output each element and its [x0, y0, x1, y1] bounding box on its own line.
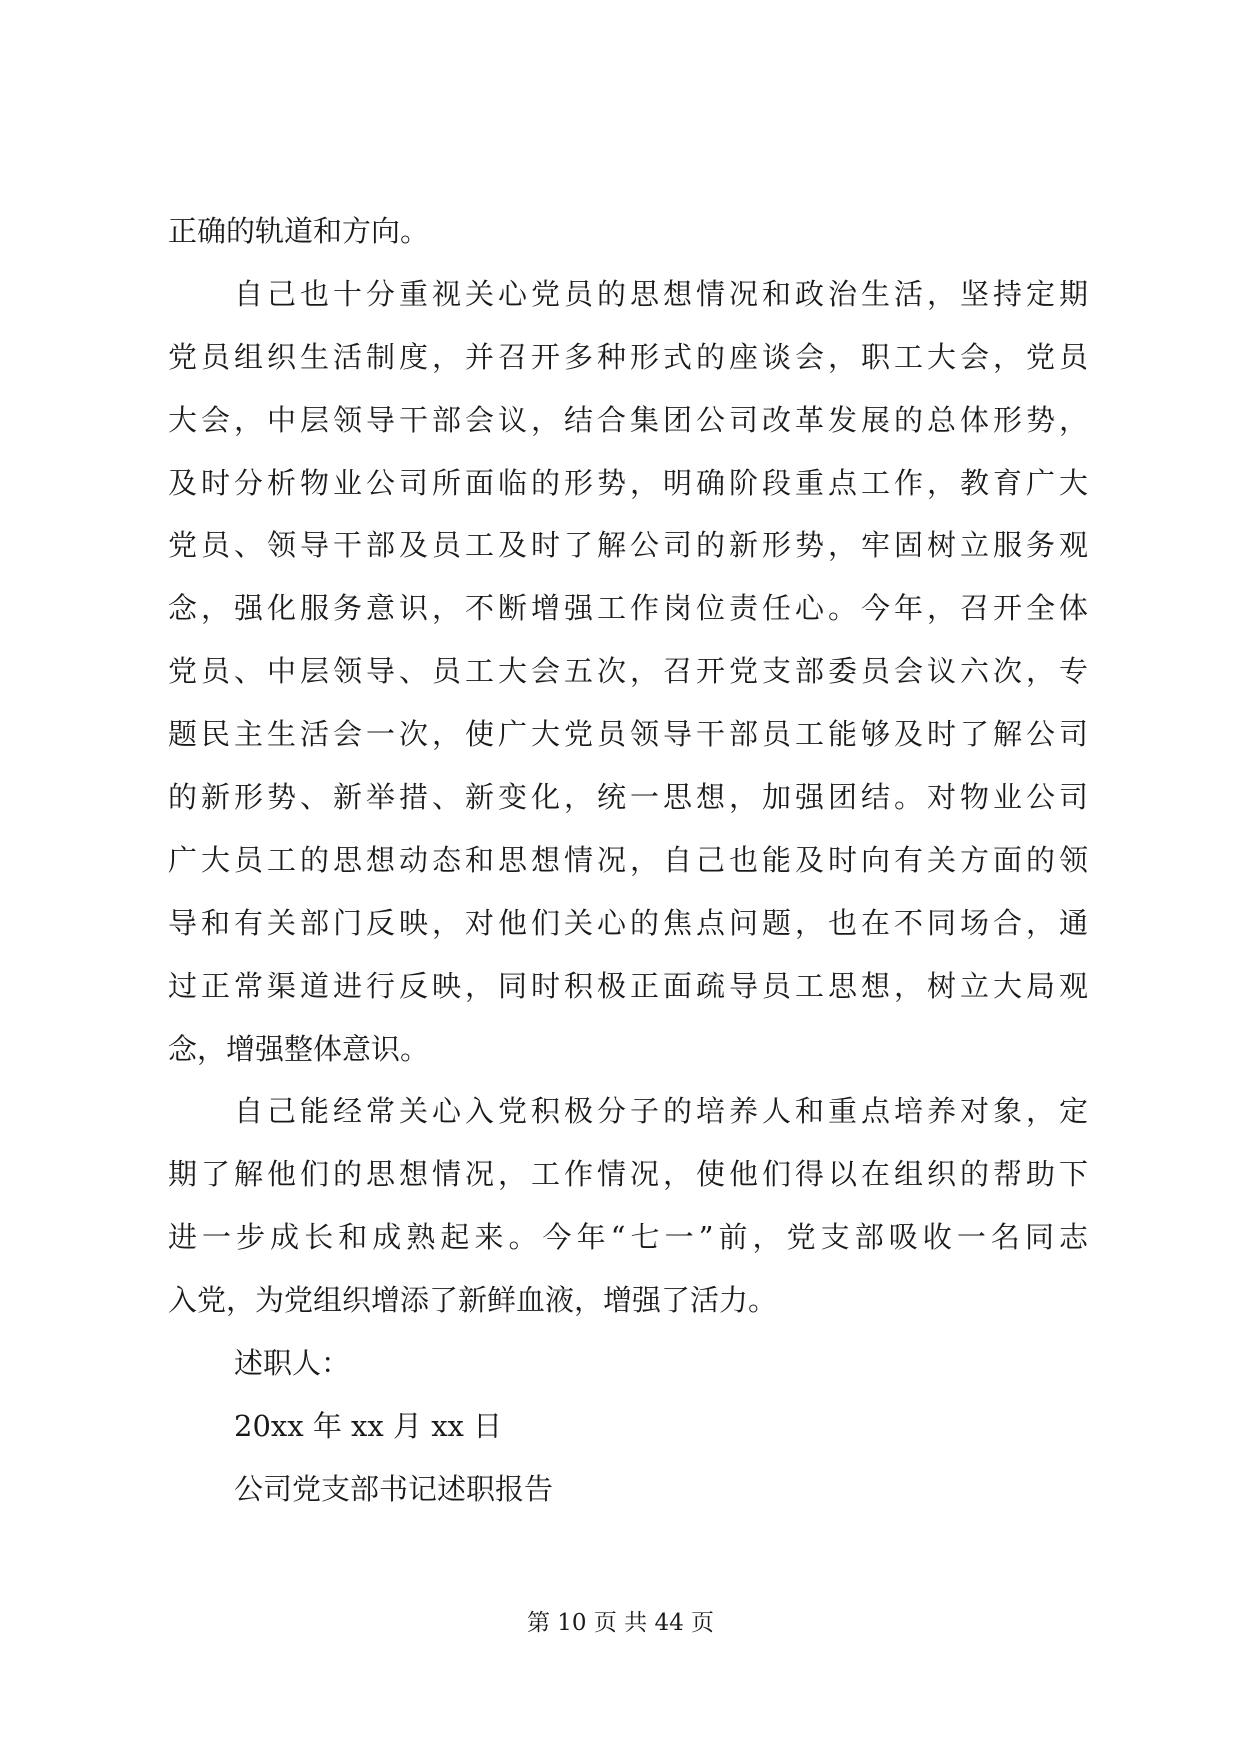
paragraph-start-line: 自己也十分重视关心党员的思想情况和政治生活，坚持定期: [234, 276, 1088, 311]
document-body: [168, 200, 1088, 1521]
text-line: 党员组织生活制度，并召开多种形式的座谈会，职工大会，党员: [168, 339, 1088, 374]
text-line: 导和有关部门反映，对他们关心的焦点问题，也在不同场合，通: [168, 905, 1088, 940]
signer-label: 述职人：: [234, 1346, 351, 1381]
text-line: 进一步成长和成熟起来。今年“七一”前，党支部吸收一名同志: [168, 1220, 1088, 1255]
text-line: 念，强化服务意识，不断增强工作岗位责任心。今年，召开全体: [168, 591, 1088, 626]
text-line: 党员、中层领导、员工大会五次，召开党支部委员会议六次，专: [168, 654, 1088, 689]
text-line: 的新形势、新举措、新变化，统一思想，加强团结。对物业公司: [168, 780, 1088, 815]
text-line: 大会，中层领导干部会议，结合集团公司改革发展的总体形势，: [168, 402, 1088, 437]
text-line: 正确的轨道和方向。: [168, 214, 430, 248]
paragraph-start-line: 自己能经常关心入党积极分子的培养人和重点培养对象，定: [234, 1094, 1088, 1129]
text-line: 念，增强整体意识。: [168, 1031, 430, 1066]
text-line: 题民主生活会一次，使广大党员领导干部员工能够及时了解公司: [168, 717, 1088, 752]
text-line: 广大员工的思想动态和思想情况，自己也能及时向有关方面的领: [168, 842, 1088, 877]
text-line: 入党，为党组织增添了新鲜血液，增强了活力。: [168, 1283, 778, 1318]
page-number-footer: 第 10 页 共 44 页: [526, 1610, 715, 1636]
date-line: 20xx 年 xx 月 xx 日: [234, 1408, 503, 1443]
text-line: 及时分析物业公司所面临的形势，明确阶段重点工作，教育广大: [168, 465, 1088, 500]
report-title-line: 公司党支部书记述职报告: [234, 1471, 554, 1506]
text-line: 党员、领导干部及员工及时了解公司的新形势，牢固树立服务观: [168, 528, 1088, 563]
text-line: 过正常渠道进行反映，同时积极正面疏导员工思想，树立大局观: [168, 968, 1088, 1003]
text-line: 期了解他们的思想情况，工作情况，使他们得以在组织的帮助下: [168, 1157, 1088, 1192]
